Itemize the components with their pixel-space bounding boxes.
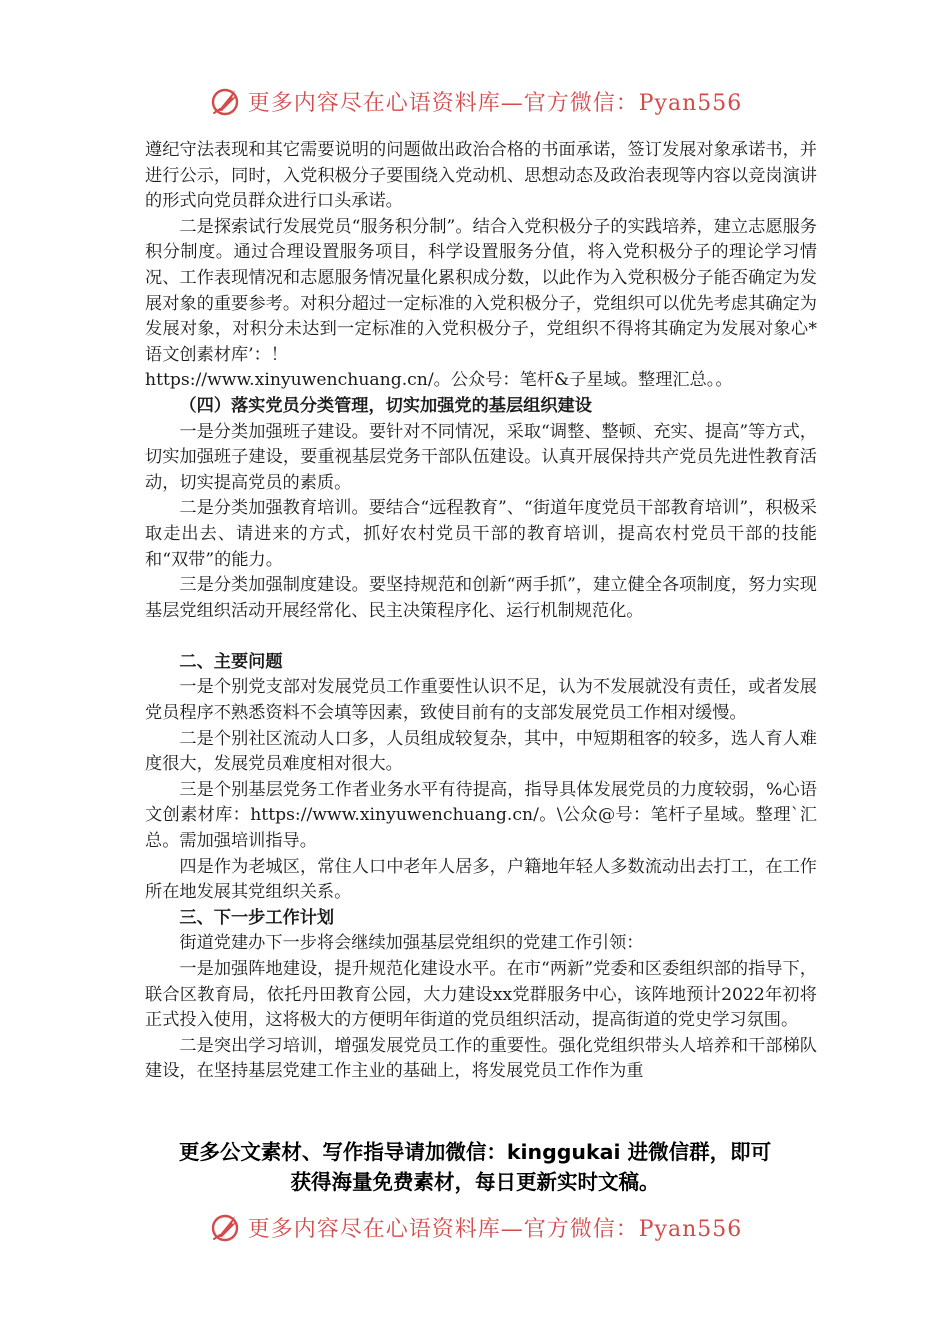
quill-logo-icon bbox=[208, 84, 242, 118]
paragraph: 三是分类加强制度建设。要坚持规范和创新“两手抓”，建立健全各项制度，努力实现基层党组织活动开展经常化、民主决策程序化、运行机制规范化。 bbox=[145, 575, 817, 621]
watermark-text: 更多内容尽在心语资料库—官方微信：Pyan556 bbox=[247, 90, 743, 116]
section-heading: 三、下一步工作计划 bbox=[179, 907, 335, 928]
paragraph: 一是加强阵地建设，提升规范化建设水平。在市“两新”党委和区委组织部的指导下，联合区教育局，依托丹田教育公园，大力建设xx党群服务中心，该阵地预计2022年初将正式投入使用，这将极大的方便明年街道的党员组织活动，提高街道的党史学习氛围。 bbox=[145, 959, 817, 1031]
paragraph: 二是突出学习培训，增强发展党员工作的重要性。强化党组织带头人培养和干部梯队建设，在坚持基层党建工作主业的基础上，将发展党员工作作为重 bbox=[145, 1035, 817, 1082]
paragraph: 二是个别社区流动人口多，人员组成较复杂，其中，中短期租客的较多，选人育人难度很大，发展党员难度相对很大。 bbox=[145, 728, 817, 775]
quill-logo-icon bbox=[208, 1210, 242, 1244]
paragraph: 二是探索试行发展党员“服务积分制”。结合入党积极分子的实践培养，建立志愿服务积分制度。通过合理设置服务项目，科学设置服务分值，将入党积极分子的理论学习情况、工作表现情况和志愿服务情况量化累积成分数，以此作为入党积极分子能否确定为发展对象的重要参考。对积分超过一定标准的入党积极分子，党组织可以优先考虑其确定为发展对象，对积分未达到一定标准的入党积极分子，党组织不得将其确定为发展对象心*语文创素材库’：！ bbox=[145, 216, 817, 365]
promo-line-2: 获得海量免费素材，每日更新实时文稿。 bbox=[290, 1170, 660, 1194]
section-heading: （四）落实党员分类管理，切实加强党的基层组织建设 bbox=[179, 395, 592, 416]
section-heading: 二、主要问题 bbox=[179, 651, 283, 672]
paragraph: 一是个别党支部对发展党员工作重要性认识不足，认为不发展就没有责任，或者发展党员程序不熟悉资料不会填等因素，致使目前有的支部发展党员工作相对缓慢。 bbox=[145, 677, 817, 724]
paragraph: 一是分类加强班子建设。要针对不同情况，采取“调整、整顿、充实、提高”等方式，切实加强班子建设，要重视基层党务干部队伍建设。认真开展保持共产党员先进性教育活动，切实提高党员的素质。 bbox=[145, 421, 817, 493]
spacer bbox=[145, 624, 817, 650]
paragraph: 街道党建办下一步将会继续加强基层党组织的党建工作引领： bbox=[179, 933, 644, 954]
paragraph: 三是个别基层党务工作者业务水平有待提高，指导具体发展党员的力度较弱，%心语文创素材库：https://www.xinyuwenchuang.cn/。\公众@号：笔杆子星域。整理`汇总。需加强培训指导。 bbox=[145, 779, 817, 852]
footer-watermark bbox=[0, 1210, 950, 1244]
document-body bbox=[145, 138, 817, 1085]
promo-line-1: 更多公文素材、写作指导请加微信：kinggukai 进微信群，即可 bbox=[178, 1140, 772, 1164]
promo-banner bbox=[0, 1137, 950, 1197]
paragraph: https://www.xinyuwenchuang.cn/。公众号：笔杆&子星域。整理汇总。。 bbox=[145, 370, 733, 391]
watermark-text: 更多内容尽在心语资料库—官方微信：Pyan556 bbox=[247, 1216, 743, 1242]
paragraph: 四是作为老城区，常住人口中老年人居多，户籍地年轻人多数流动出去打工，在工作所在地发展其党组织关系。 bbox=[145, 856, 817, 903]
header-watermark bbox=[0, 84, 950, 118]
paragraph: 遵纪守法表现和其它需要说明的问题做出政治合格的书面承诺，签订发展对象承诺书，并进行公示，同时，入党积极分子要围绕入党动机、思想动态及政治表现等内容以竞岗演讲的形式向党员群众进行口头承诺。 bbox=[145, 140, 817, 212]
paragraph: 二是分类加强教育培训。要结合“远程教育”、“街道年度党员干部教育培训”，积极采取走出去、请进来的方式，抓好农村党员干部的教育培训，提高农村党员干部的技能和“双带”的能力。 bbox=[145, 498, 817, 570]
